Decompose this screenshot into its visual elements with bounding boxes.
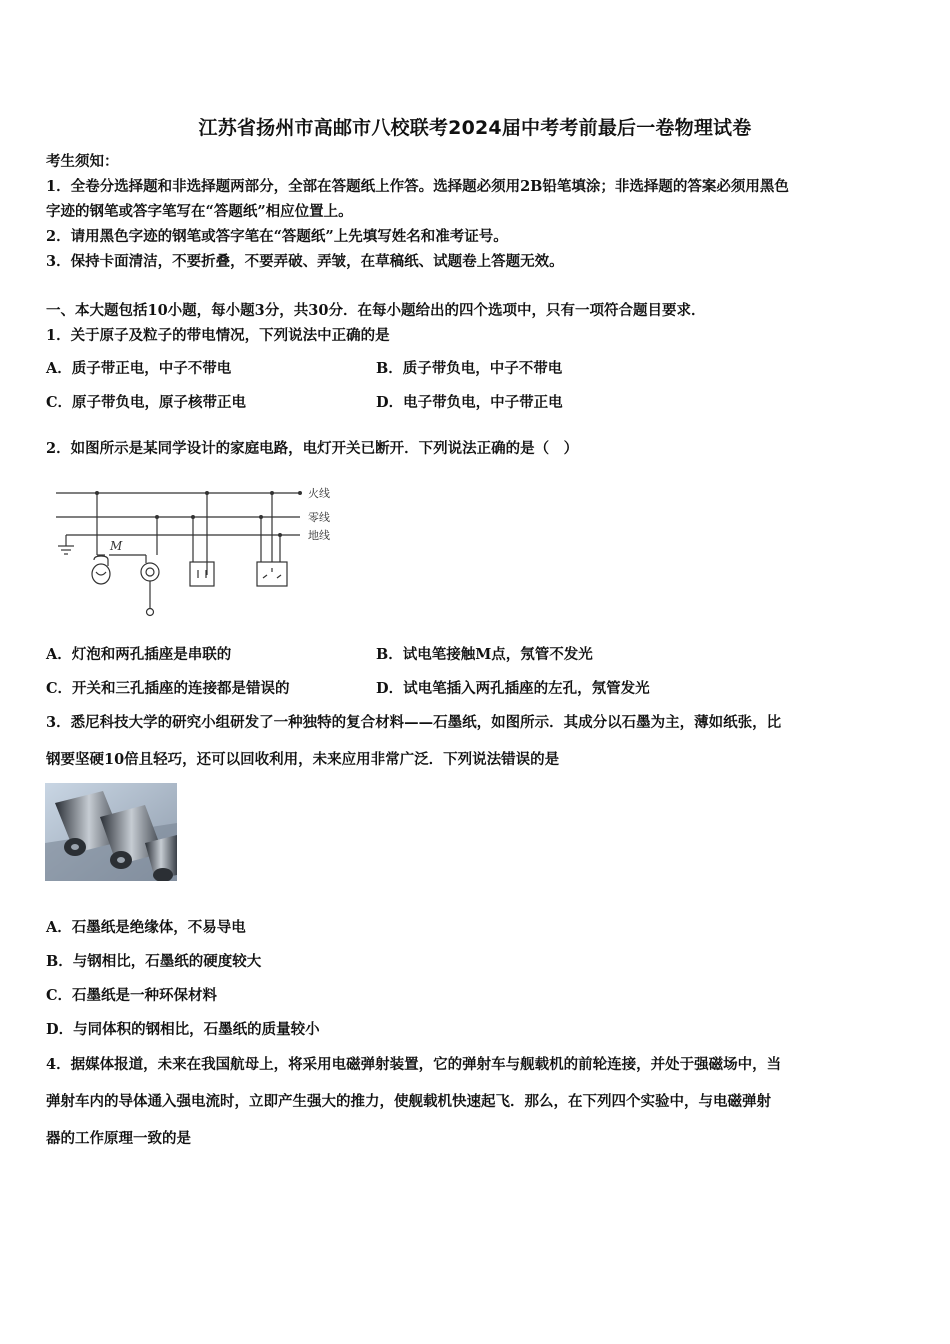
notice-item: 2．请用黑色字迹的钢笔或答字笔在“答题纸”上先填写姓名和准考证号。 [46,228,508,245]
q1-stem: 1．关于原子及粒子的带电情况，下列说法中正确的是 [46,327,390,344]
q3-option-d: D．与同体积的钢相比，石墨纸的质量较小 [46,1021,320,1038]
q2-option-b: B．试电笔接触M点，氖管不发光 [376,646,593,663]
notice-heading: 考生须知： [46,153,119,170]
live-wire-label: 火线 [308,487,330,500]
section-heading: 一、本大题包括10小题，每小题3分，共30分．在每小题给出的四个选项中，只有一项符合题目要求． [46,302,706,319]
q2-circuit-diagram [50,480,350,625]
graphite-paper-photo [45,783,177,881]
q1-option-c: C．原子带负电，原子核带正电 [46,394,247,411]
q3-stem: 钢要坚硬10倍且轻巧，还可以回收利用，未来应用非常广泛．下列说法错误的是 [46,751,560,768]
q3-option-c: C．石墨纸是一种环保材料 [46,987,218,1004]
q3-option-b: B．与钢相比，石墨纸的硬度较大 [46,953,262,970]
q4-stem: 弹射车内的导体通入强电流时，立即产生强大的推力，使舰载机快速起飞．那么，在下列四个实验中，与电磁弹射 [46,1093,771,1110]
q4-stem: 4．据媒体报道，未来在我国航母上，将采用电磁弹射装置，它的弹射车与舰载机的前轮连接，并处于强磁场中，当 [46,1056,782,1073]
q3-stem: 3．悉尼科技大学的研究小组研发了一种独特的复合材料——石墨纸，如图所示．其成分以石墨为主，薄如纸张，比 [46,714,782,731]
q2-option-c: C．开关和三孔插座的连接都是错误的 [46,680,290,697]
q1-option-d: D．电子带负电，中子带正电 [376,394,563,411]
q1-option-a: A．质子带正电，中子不带电 [46,360,232,377]
point-m-label: M [110,539,123,553]
q1-option-b: B．质子带负电，中子不带电 [376,360,563,377]
notice-item: 字迹的钢笔或答字笔写在“答题纸”相应位置上。 [46,203,353,220]
q4-stem: 器的工作原理一致的是 [46,1130,191,1147]
q3-option-a: A．石墨纸是绝缘体，不易导电 [46,919,246,936]
q2-option-d: D．试电笔插入两孔插座的左孔，氖管发光 [376,680,650,697]
neutral-wire-label: 零线 [308,511,330,524]
notice-item: 1．全卷分选择题和非选择题两部分，全部在答题纸上作答。选择题必须用2B铅笔填涂；非选择题的答案必须用黑色 [46,178,789,195]
q2-stem: 2．如图所示是某同学设计的家庭电路，电灯开关已断开．下列说法正确的是（ ） [46,440,579,457]
q2-option-a: A．灯泡和两孔插座是串联的 [46,646,232,663]
ground-wire-label: 地线 [308,529,330,542]
page-title: 江苏省扬州市高邮市八校联考2024届中考考前最后一卷物理试卷 [198,117,752,139]
notice-item: 3．保持卡面清洁，不要折叠，不要弄破、弄皱，在草稿纸、试题卷上答题无效。 [46,253,564,270]
